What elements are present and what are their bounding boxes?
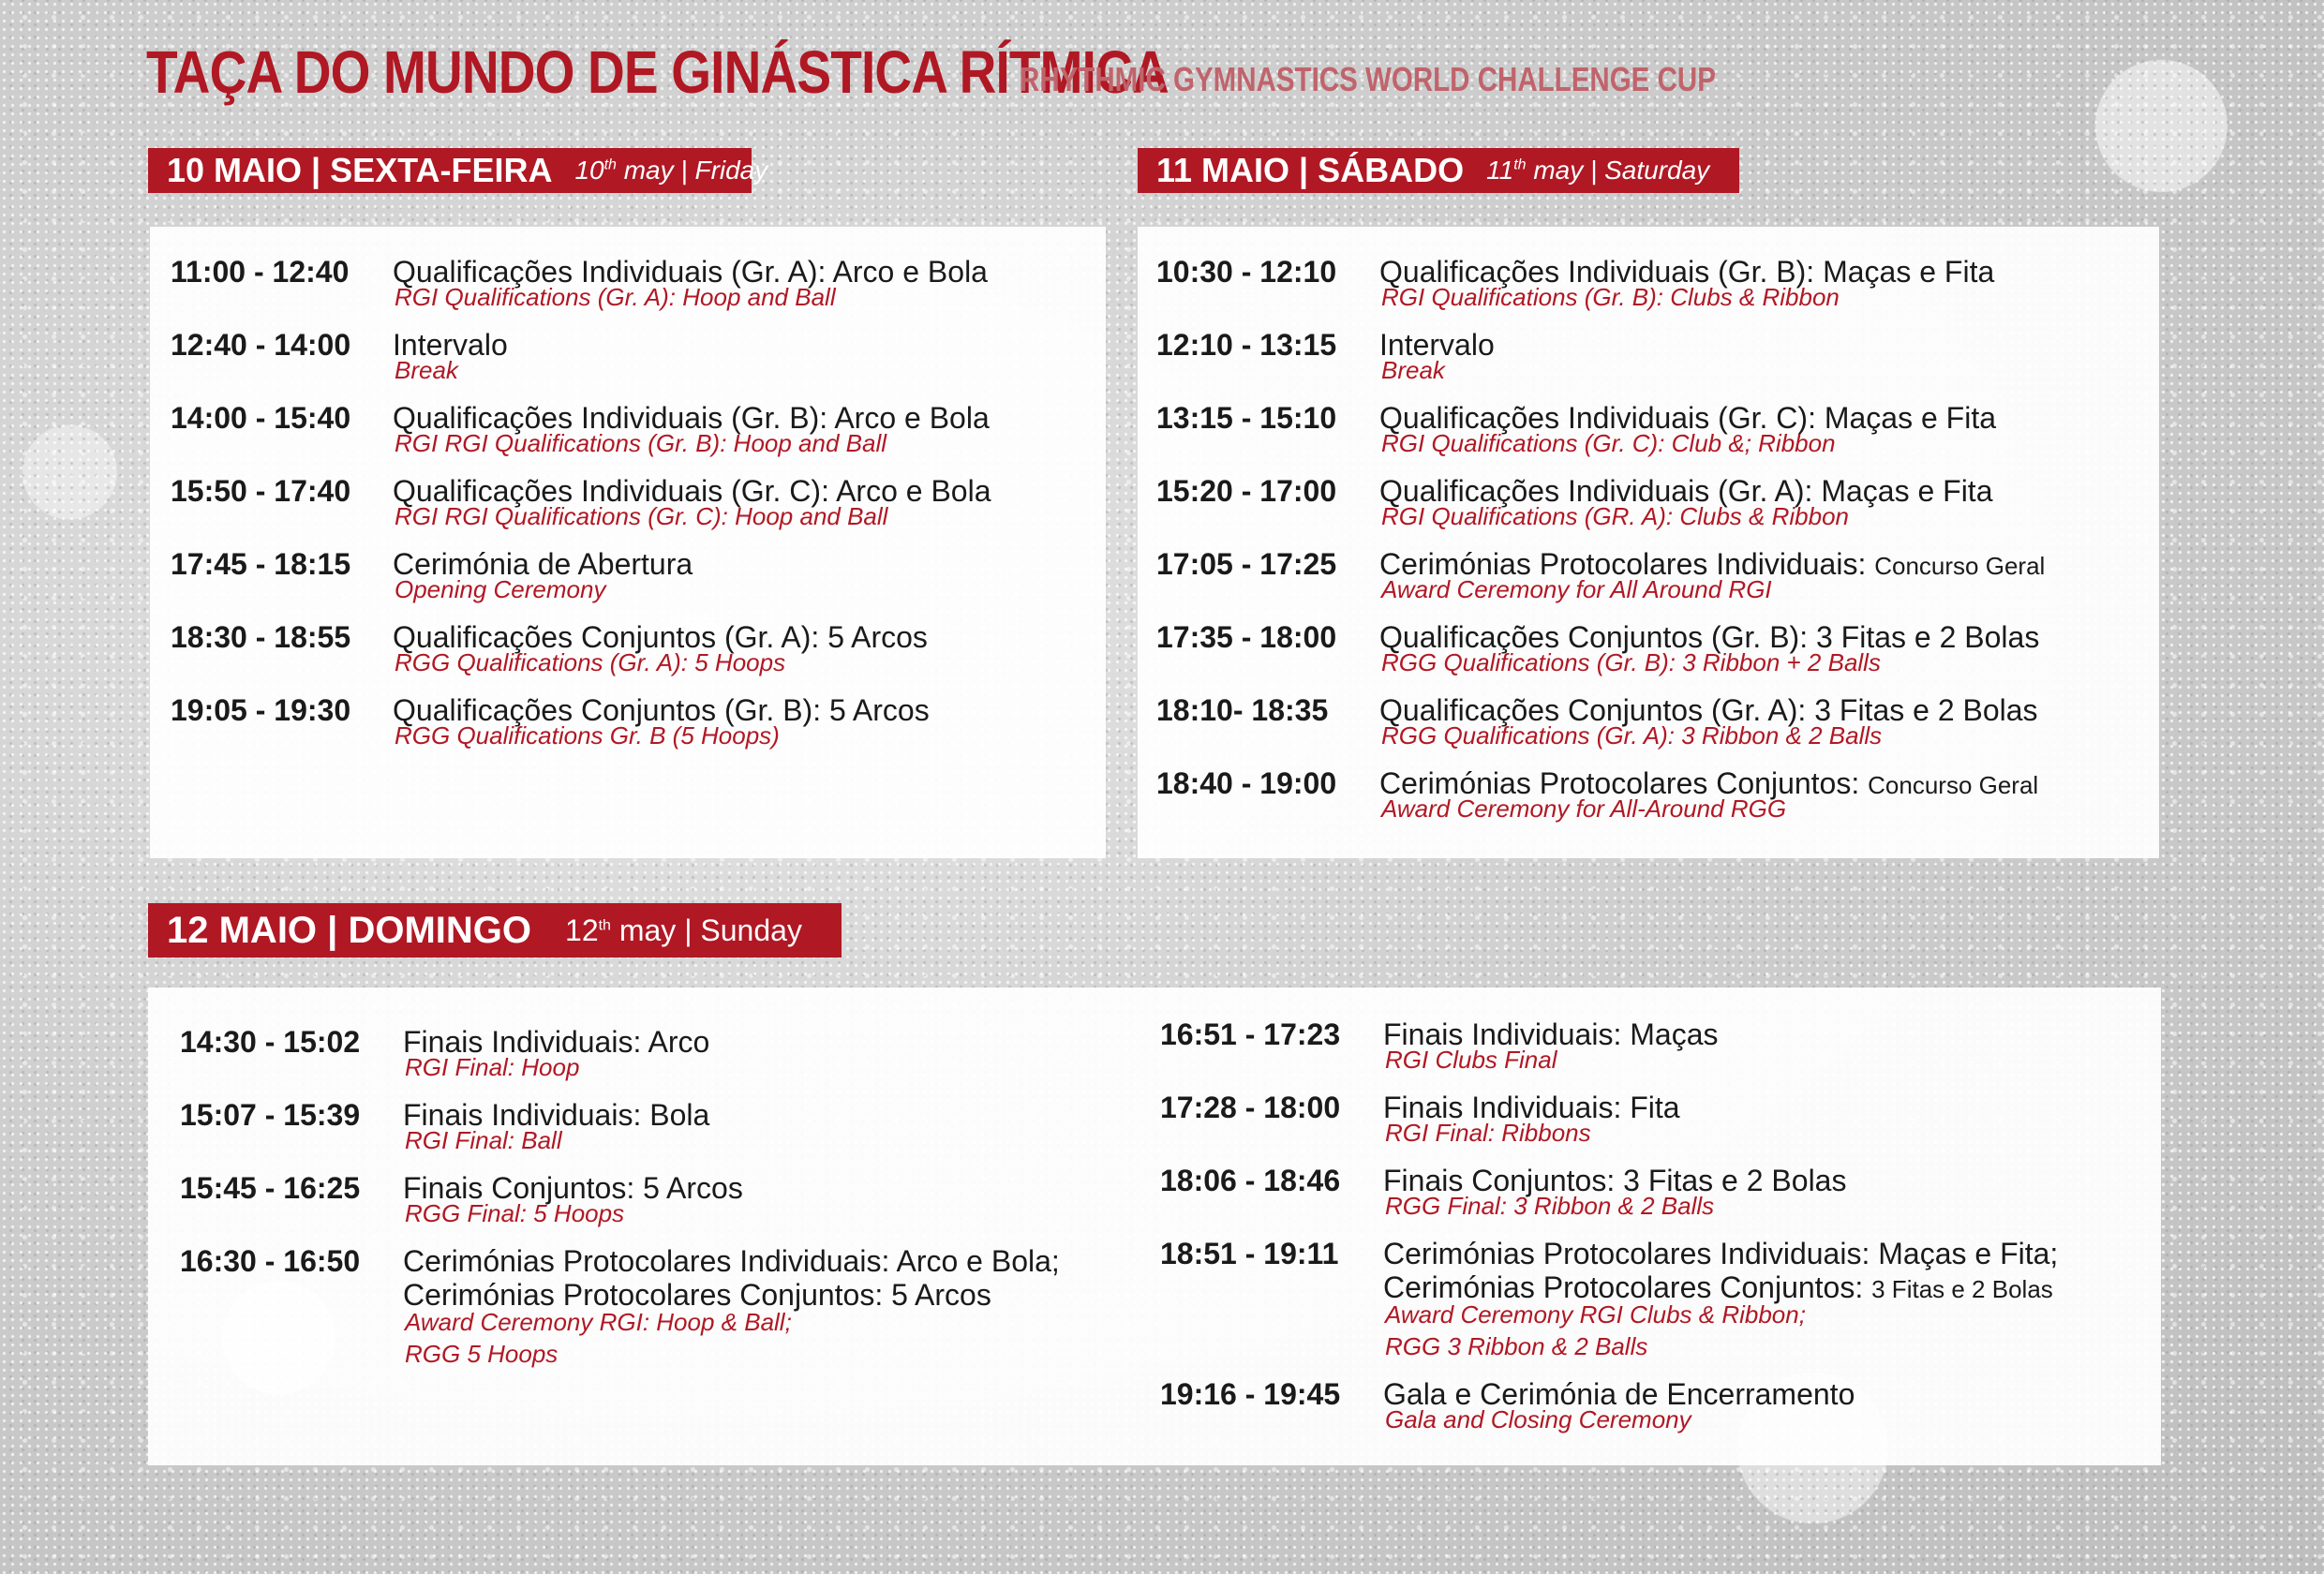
day-label-en: 12th may | Sunday [565,913,802,947]
event-title-pt-suffix: Concurso Geral [1874,552,2046,580]
event-time: 12:10 - 13:15 [1156,328,1337,362]
event-time: 16:51 - 17:23 [1160,1017,1341,1051]
event-time: 13:15 - 15:10 [1156,401,1337,435]
event-title-pt-text: Gala e Cerimónia de Encerramento [1383,1377,1855,1411]
schedule-panel-friday [150,227,1106,858]
event-title-pt-text: Qualificações Conjuntos (Gr. B): 3 Fitas e 2 Bolas [1379,620,2040,654]
event-title-en: RGI Qualifications (GR. A): Clubs & Ribbon [1381,502,1849,530]
event-title-en: RGI Clubs Final [1385,1046,1557,1074]
event-title-pt-text: Finais Individuais: Arco [403,1025,710,1059]
event-title-en: Gala and Closing Ceremony [1385,1405,1691,1433]
event-title-en: Award Ceremony for All Around RGI [1381,575,1772,603]
event-time: 18:06 - 18:46 [1160,1164,1341,1197]
event-title-en: RGI Qualifications (Gr. A): Hoop and Ball [395,283,836,311]
event-title-pt2-text: Cerimónias Protocolares Conjuntos: [1383,1270,1872,1304]
event-title-en: Break [1381,356,1445,384]
event-title-en-line2: RGG 5 Hoops [405,1340,559,1368]
event-title-en: RGG Final: 5 Hoops [405,1199,625,1227]
event-title-pt-text: Qualificações Individuais (Gr. B): Arco e Bola [393,401,990,435]
day-label-en: 11th may | Saturday [1486,156,1710,185]
event-title-en: Break [395,356,458,384]
event-title-en: Opening Ceremony [395,575,606,603]
event-title-pt-text: Cerimónias Protocolares Individuais: Maças e Fita; [1383,1237,2059,1270]
event-title-pt [1383,1237,2058,1271]
event-time: 15:07 - 15:39 [180,1098,361,1132]
event-title-en: Award Ceremony RGI: Hoop & Ball; [405,1308,792,1336]
event-title-en: RGI Qualifications (Gr. B): Clubs & Ribbon [1381,283,1840,311]
event-title-pt-text: Intervalo [393,328,508,362]
event-time: 18:40 - 19:00 [1156,766,1337,800]
event-title-en: Award Ceremony for All-Around RGG [1381,794,1787,823]
event-title-pt-text: Qualificações Conjuntos (Gr. B): 5 Arcos [393,693,930,727]
day-header-sunday [148,903,842,958]
event-title-en: RGG Qualifications (Gr. A): 5 Hoops [395,648,786,676]
day-header-saturday [1138,148,1739,193]
event-time: 17:28 - 18:00 [1160,1091,1341,1124]
event-title-en: RGI Final: Ball [405,1126,562,1154]
event-time: 19:16 - 19:45 [1160,1377,1341,1411]
event-title-pt-text: Finais Conjuntos: 5 Arcos [403,1171,743,1205]
day-label-pt: 12 MAIO | DOMINGO [167,909,532,951]
event-title-pt2-suffix: 3 Fitas e 2 Bolas [1871,1275,2053,1303]
event-title-en-line2: RGG 3 Ribbon & 2 Balls [1385,1332,1648,1360]
event-time: 16:30 - 16:50 [180,1244,361,1278]
event-title-pt-text: Finais Individuais: Fita [1383,1091,1680,1124]
event-time: 14:30 - 15:02 [180,1025,361,1059]
event-title-pt-text: Cerimónia de Abertura [393,547,693,581]
event-title-pt-text: Qualificações Conjuntos (Gr. A): 5 Arcos [393,620,928,654]
event-time: 15:20 - 17:00 [1156,474,1337,508]
event-title-en: Award Ceremony RGI Clubs & Ribbon; [1385,1300,1806,1329]
event-time: 19:05 - 19:30 [171,693,351,727]
day-label-pt: 10 MAIO | SEXTA-FEIRA [167,151,553,189]
event-time: 18:51 - 19:11 [1160,1237,1339,1270]
event-time: 14:00 - 15:40 [171,401,351,435]
event-title-pt [403,1244,1060,1279]
event-title-pt-text: Qualificações Individuais (Gr. A): Maças e Fita [1379,474,1993,508]
event-title-en: RGG Qualifications Gr. B (5 Hoops) [395,721,780,750]
event-title-pt-text: Cerimónias Protocolares Conjuntos: [1379,766,1869,800]
event-title-pt-text: Cerimónias Protocolares Individuais: Arco e Bola; [403,1244,1060,1278]
event-time: 15:50 - 17:40 [171,474,351,508]
day-label-pt: 11 MAIO | SÁBADO [1156,151,1465,189]
event-time: 18:10- 18:35 [1156,693,1329,727]
event-time: 15:45 - 16:25 [180,1171,361,1205]
event-time: 10:30 - 12:10 [1156,255,1337,289]
event-title-en: RGI Final: Hoop [405,1053,580,1081]
title-subtitle: RHYTHMIC GYMNASTICS WORLD CHALLENGE CUP [1020,60,1716,98]
event-title-en: RGG Qualifications (Gr. A): 3 Ribbon & 2 Balls [1381,721,1883,750]
event-time: 17:45 - 18:15 [171,547,351,581]
day-header-friday [148,148,768,193]
event-title-en: RGG Qualifications (Gr. B): 3 Ribbon + 2 Balls [1381,648,1881,676]
day-label-en: 10th may | Friday [574,156,768,185]
event-time: 18:30 - 18:55 [171,620,351,654]
event-time: 17:05 - 17:25 [1156,547,1337,581]
event-time: 12:40 - 14:00 [171,328,351,362]
event-title-pt-text: Qualificações Individuais (Gr. A): Arco e Bola [393,255,988,289]
event-title-pt-text: Qualificações Individuais (Gr. C): Arco e Bola [393,474,991,508]
event-title-pt-text: Intervalo [1379,328,1495,362]
schedule-panel-saturday [1138,227,2159,858]
event-title-en: RGI Qualifications (Gr. C): Club &; Ribbon [1381,429,1836,457]
event-title-pt-text: Cerimónias Protocolares Individuais: [1379,547,1875,581]
event-title-pt-text: Qualificações Individuais (Gr. B): Maças e Fita [1379,255,1995,289]
event-title-pt-text: Finais Individuais: Bola [403,1098,710,1132]
event-title-pt-text: Finais Individuais: Maças [1383,1017,1719,1051]
event-title-en: RGG Final: 3 Ribbon & 2 Balls [1385,1192,1715,1220]
event-title-en: RGI RGI Qualifications (Gr. B): Hoop and Ball [395,429,887,457]
event-title-pt-text: Qualificações Individuais (Gr. C): Maças e Fita [1379,401,1997,435]
event-title-pt-text: Finais Conjuntos: 3 Fitas e 2 Bolas [1383,1164,1847,1197]
event-title-pt2-text: Cerimónias Protocolares Conjuntos: 5 Arcos [403,1278,991,1312]
title-main: TAÇA DO MUNDO DE GINÁSTICA RÍTMICA [146,38,1169,106]
event-time: 11:00 - 12:40 [171,255,350,289]
event-time: 17:35 - 18:00 [1156,620,1337,654]
event-title-en: RGI Final: Ribbons [1385,1119,1591,1147]
event-title-pt-text: Qualificações Conjuntos (Gr. A): 3 Fitas e 2 Bolas [1379,693,2038,727]
event-title-pt-suffix: Concurso Geral [1868,771,2039,799]
event-title-en: RGI RGI Qualifications (Gr. C): Hoop and Ball [395,502,888,530]
